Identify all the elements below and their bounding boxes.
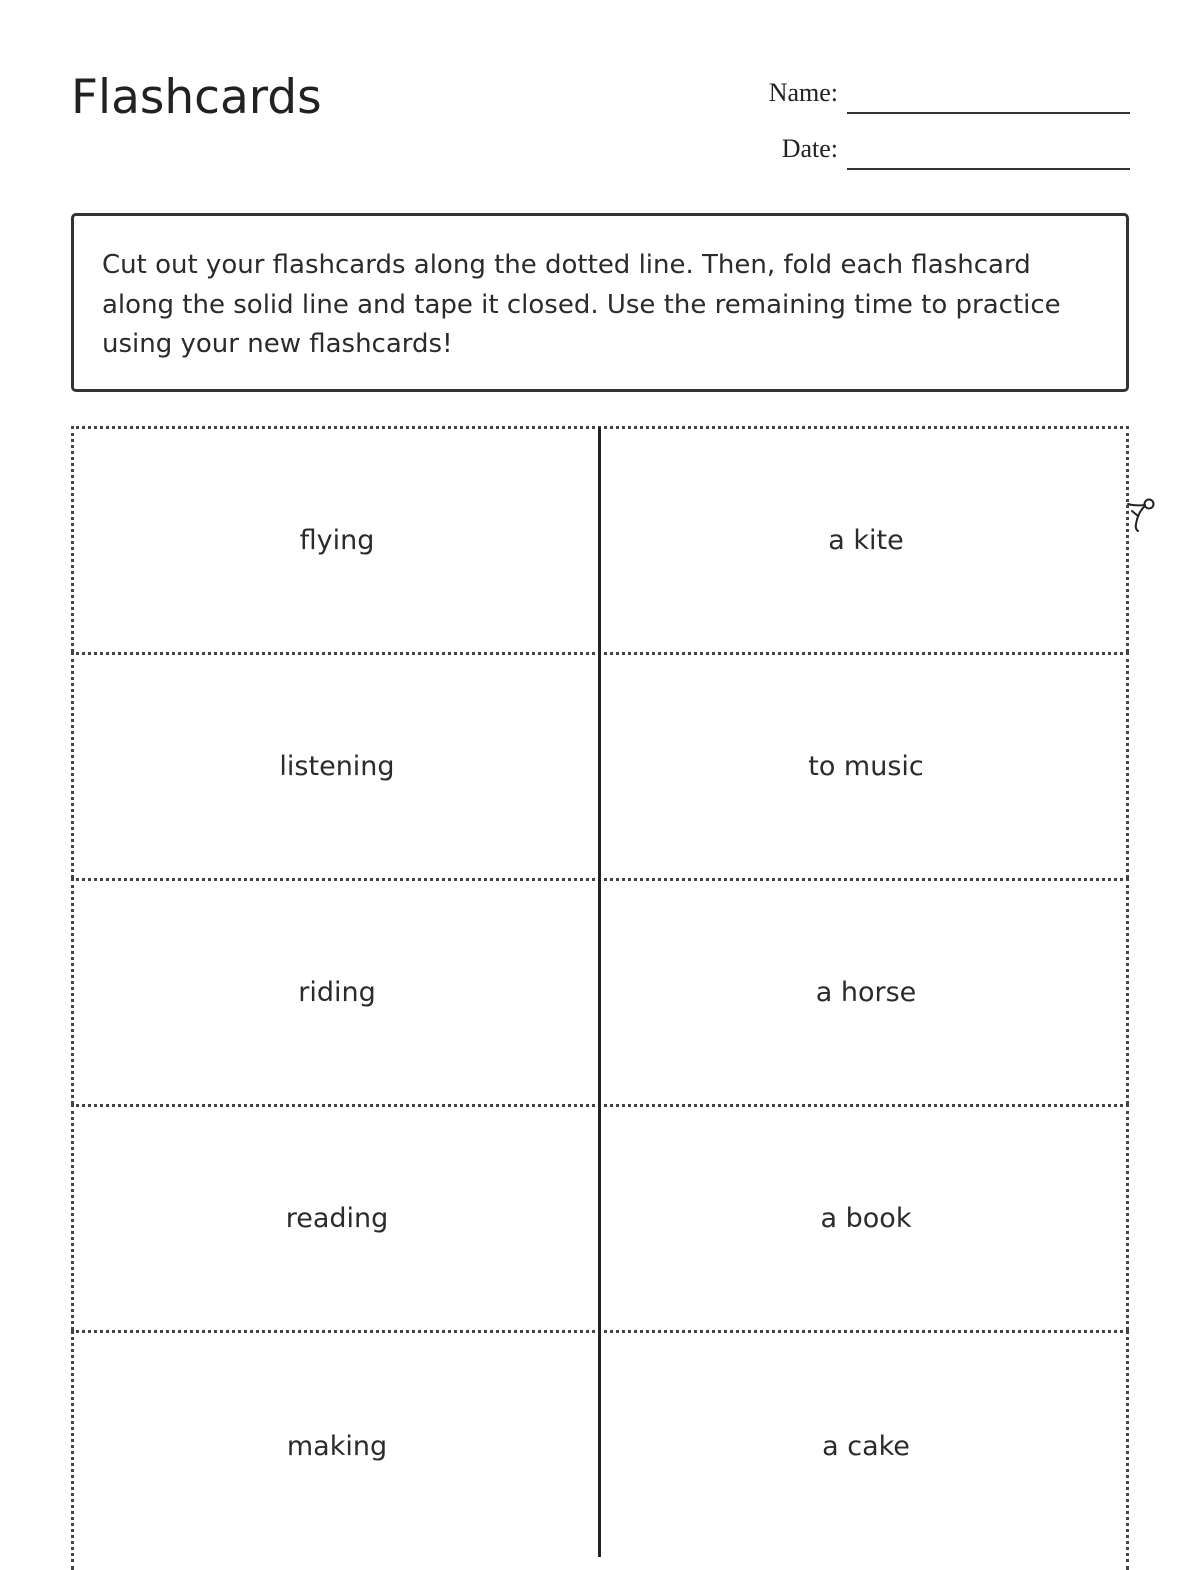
flashcard-front: flying xyxy=(299,525,375,556)
scissors-icon xyxy=(1122,494,1158,534)
instructions-box xyxy=(71,213,1129,392)
fold-line xyxy=(598,427,601,1557)
flashcard-front: riding xyxy=(298,977,376,1008)
name-label: Name: xyxy=(768,78,838,107)
instructions-text: Cut out your flashcards along the dotted line. Then, fold each flashcard along the solid line and tape it closed. Use the remaining time to practice using your new flashcards! xyxy=(102,250,1061,359)
name-blank-line xyxy=(847,112,1130,114)
flashcard-back: a cake xyxy=(822,1430,910,1462)
flashcard-back: a book xyxy=(820,1203,912,1234)
flashcard-front: reading xyxy=(285,1203,389,1234)
flashcard-back: to music xyxy=(808,751,924,782)
flashcard-back: a horse xyxy=(815,977,917,1008)
date-label: Date: xyxy=(781,134,838,163)
flashcard-back: a kite xyxy=(828,525,904,556)
page-title: Flashcards xyxy=(71,70,322,125)
flashcard-front: listening xyxy=(279,751,395,782)
date-field xyxy=(700,130,1130,170)
date-blank-line xyxy=(847,168,1130,170)
name-field xyxy=(700,74,1130,114)
flashcard-front: making xyxy=(286,1430,388,1462)
